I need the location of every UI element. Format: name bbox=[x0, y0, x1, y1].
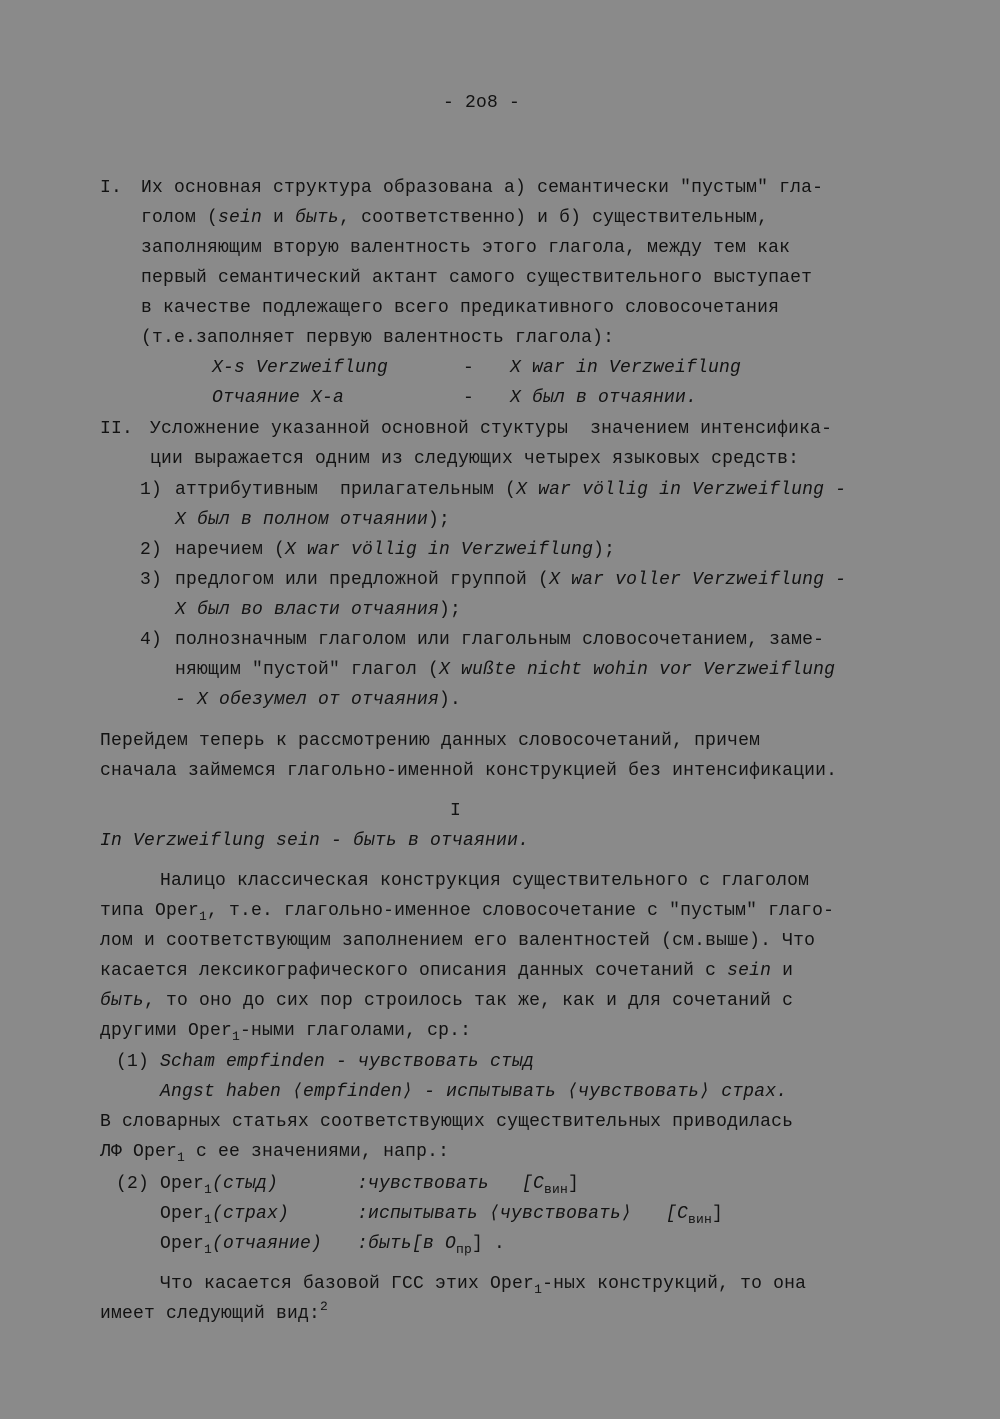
list-item-number: 4) bbox=[140, 630, 163, 650]
heading-title: In Verzweiflung sein - быть в отчаянии. bbox=[100, 831, 530, 851]
list-item-text: X был в полном отчаянии); bbox=[175, 510, 451, 530]
paragraph-line: другими Oper$_1$-ными глаголами, ср.: bbox=[100, 1021, 472, 1044]
lf-frame: [в $O_{пр}$] . bbox=[412, 1234, 506, 1257]
example-right: X был в отчаянии. bbox=[510, 388, 698, 408]
example-left: X-s Verzweiflung bbox=[212, 358, 389, 378]
list-item-text: аттрибутивным прилагательным (X war völlig in Verzweiflung - bbox=[175, 480, 847, 500]
example-line: Angst haben ⟨empfinden⟩ - испытывать ⟨чувствовать⟩ страх. bbox=[160, 1082, 788, 1102]
paragraph-line: типа Oper$_1$, т.е. глагольно-именное словосочетание с "пустым" глаго- bbox=[100, 901, 835, 924]
example-number: (2) bbox=[116, 1174, 150, 1194]
final-line: имеет следующий вид:$^2$ bbox=[100, 1299, 329, 1324]
paragraph-line: касается лексикографического описания данных сочетаний с sein и bbox=[100, 961, 794, 981]
example-dash: - bbox=[463, 358, 475, 378]
section-I-line: первый семантический актант самого существительного выступает bbox=[141, 268, 813, 288]
transition-line: сначала займемся глагольно-именной конструкцией без интенсификации. bbox=[100, 761, 838, 781]
lf-value: :чувствовать bbox=[357, 1174, 490, 1194]
list-item-number: 2) bbox=[140, 540, 163, 560]
paragraph-line: быть, то оно до сих пор строилось так же, как и для сочетаний с bbox=[100, 991, 794, 1011]
lf-value: :испытывать ⟨чувствовать⟩ bbox=[357, 1204, 633, 1224]
paragraph-line: лом и соответствующим заполнением его валентностей (см.выше). Что bbox=[100, 931, 816, 951]
paragraph-line: Налицо классическая конструкция существительного с глаголом bbox=[160, 871, 810, 891]
list-item-text: предлогом или предложной группой (X war voller Verzweiflung - bbox=[175, 570, 847, 590]
section-I-line: в качестве подлежащего всего предикативного словосочетания bbox=[141, 298, 780, 318]
list-item-number: 3) bbox=[140, 570, 163, 590]
lf-name: Oper$_1$(стыд) bbox=[160, 1174, 279, 1197]
footnote-marker: 2 bbox=[320, 1299, 329, 1314]
list-item-text: няющим "пустой" глагол (X wußte nicht wohin vor Verzweiflung bbox=[175, 660, 836, 680]
dictionary-line: В словарных статьях соответствующих существительных приводилась bbox=[100, 1112, 794, 1132]
example-right: X war in Verzweiflung bbox=[510, 358, 742, 378]
example-dash: - bbox=[463, 388, 475, 408]
page-number: - 2o8 - bbox=[443, 93, 521, 113]
dictionary-line: ЛФ Oper$_1$ с ее значениями, напр.: bbox=[100, 1142, 450, 1165]
list-item-number: 1) bbox=[140, 480, 163, 500]
section-I-line: (т.е.заполняет первую валентность глагола): bbox=[141, 328, 615, 348]
list-item-text: - X обезумел от отчаяния). bbox=[175, 690, 462, 710]
list-item-text: наречием (X war völlig in Verzweiflung); bbox=[175, 540, 616, 560]
transition-line: Перейдем теперь к рассмотрению данных словосочетаний, причем bbox=[100, 731, 761, 751]
section-II-line: ции выражается одним из следующих четырех языковых средств: bbox=[150, 449, 800, 469]
list-item-text: полнозначным глаголом или глагольным словосочетанием, заме- bbox=[175, 630, 825, 650]
section-I-line: Их основная структура образована а) семантически "пустым" гла- bbox=[141, 178, 824, 198]
example-number: (1) bbox=[116, 1052, 150, 1072]
lf-frame: $[C_{вин}]$ bbox=[666, 1204, 724, 1227]
section-I-line: голом (sein и быть, соответственно) и б) существительным, bbox=[141, 208, 769, 228]
lf-value: :быть bbox=[357, 1234, 413, 1254]
example-left: Отчаяние X-а bbox=[212, 388, 345, 408]
lf-name: Oper$_1$(страх) bbox=[160, 1204, 290, 1227]
section-II-marker: II. bbox=[100, 419, 134, 439]
heading-number: I bbox=[450, 801, 462, 821]
section-II-line: Усложнение указанной основной стуктуры значением интенсифика- bbox=[150, 419, 833, 439]
section-I-line: заполняющим вторую валентность этого глагола, между тем как bbox=[141, 238, 791, 258]
example-line: Scham empfinden - чувствовать стыд bbox=[160, 1052, 535, 1072]
list-item-text: X был во власти отчаяния); bbox=[175, 600, 462, 620]
section-I-marker: I. bbox=[100, 178, 123, 198]
final-line: Что касается базовой ГСС этих Oper$_1$-ных конструкций, то она bbox=[160, 1274, 807, 1297]
lf-frame: $[C_{вин}]$ bbox=[522, 1174, 580, 1197]
lf-name: Oper$_1$(отчаяние) bbox=[160, 1234, 323, 1257]
